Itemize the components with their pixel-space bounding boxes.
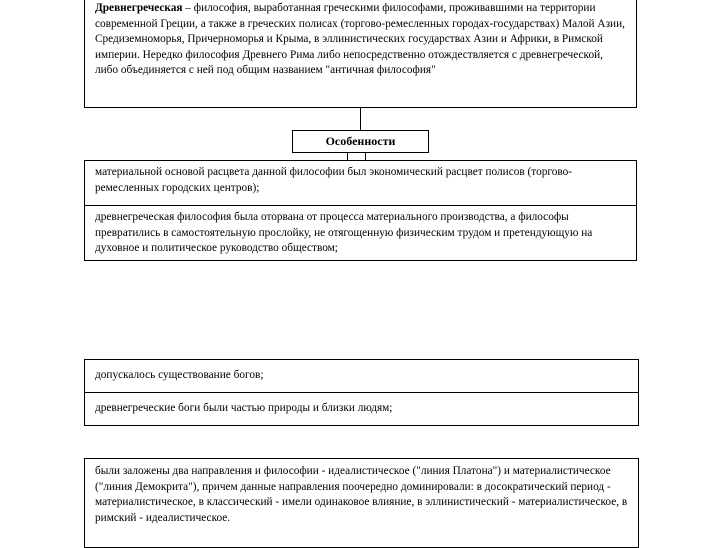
feature-item: древнегреческие боги были частью природы и близки людям;: [95, 402, 393, 414]
feature-item: древнегреческая философия была оторвана от процесса материального производства, а философы превратились в самостоятельную прослойку, не отягощенную физическим трудом и претендующую на духовное и политическое руководство обществом;: [95, 211, 593, 254]
definition-text: – философия, выработанная греческими философами, проживавшими на территории современной Греции, а также в греческих полисах (торгово-ремесленных городах-государствах) Малой Азии, Средиземноморья, Причерноморья и Крыма, в эллинистических государствах Азии и Африки, в Римской империи. Нередко философия Древнего Рима либо непосредственно отождествляется с древнегреческой, либо объединяется с ней под общим названием "античная философия": [95, 2, 625, 76]
feature-item: допускалось существование богов;: [85, 360, 638, 393]
features-group-3: [84, 458, 639, 548]
connector-line: [360, 107, 361, 130]
features-group-1: [84, 160, 637, 261]
arrow-right: [365, 152, 366, 160]
features-label: Особенности: [325, 134, 396, 148]
definition-term: Древнегреческая: [95, 2, 183, 14]
features-group-2: [84, 359, 639, 426]
features-box: [292, 130, 429, 153]
feature-item: были заложены два направления и философии - идеалистическое ("линия Платона") и материалистическое ("линия Демокрита"), причем данные направления поочередно доминировали: в досократический период - материалистическое, в классический - имели одинаковое влияние, в эллинистический - материалистическое, в римский - идеалистическое.: [95, 465, 628, 524]
feature-item: материальной основой расцвета данной философии был экономический расцвет полисов (торгово-ремесленных городских центров);: [85, 161, 636, 206]
arrow-left: [347, 152, 348, 160]
definition-box: [84, 0, 637, 108]
